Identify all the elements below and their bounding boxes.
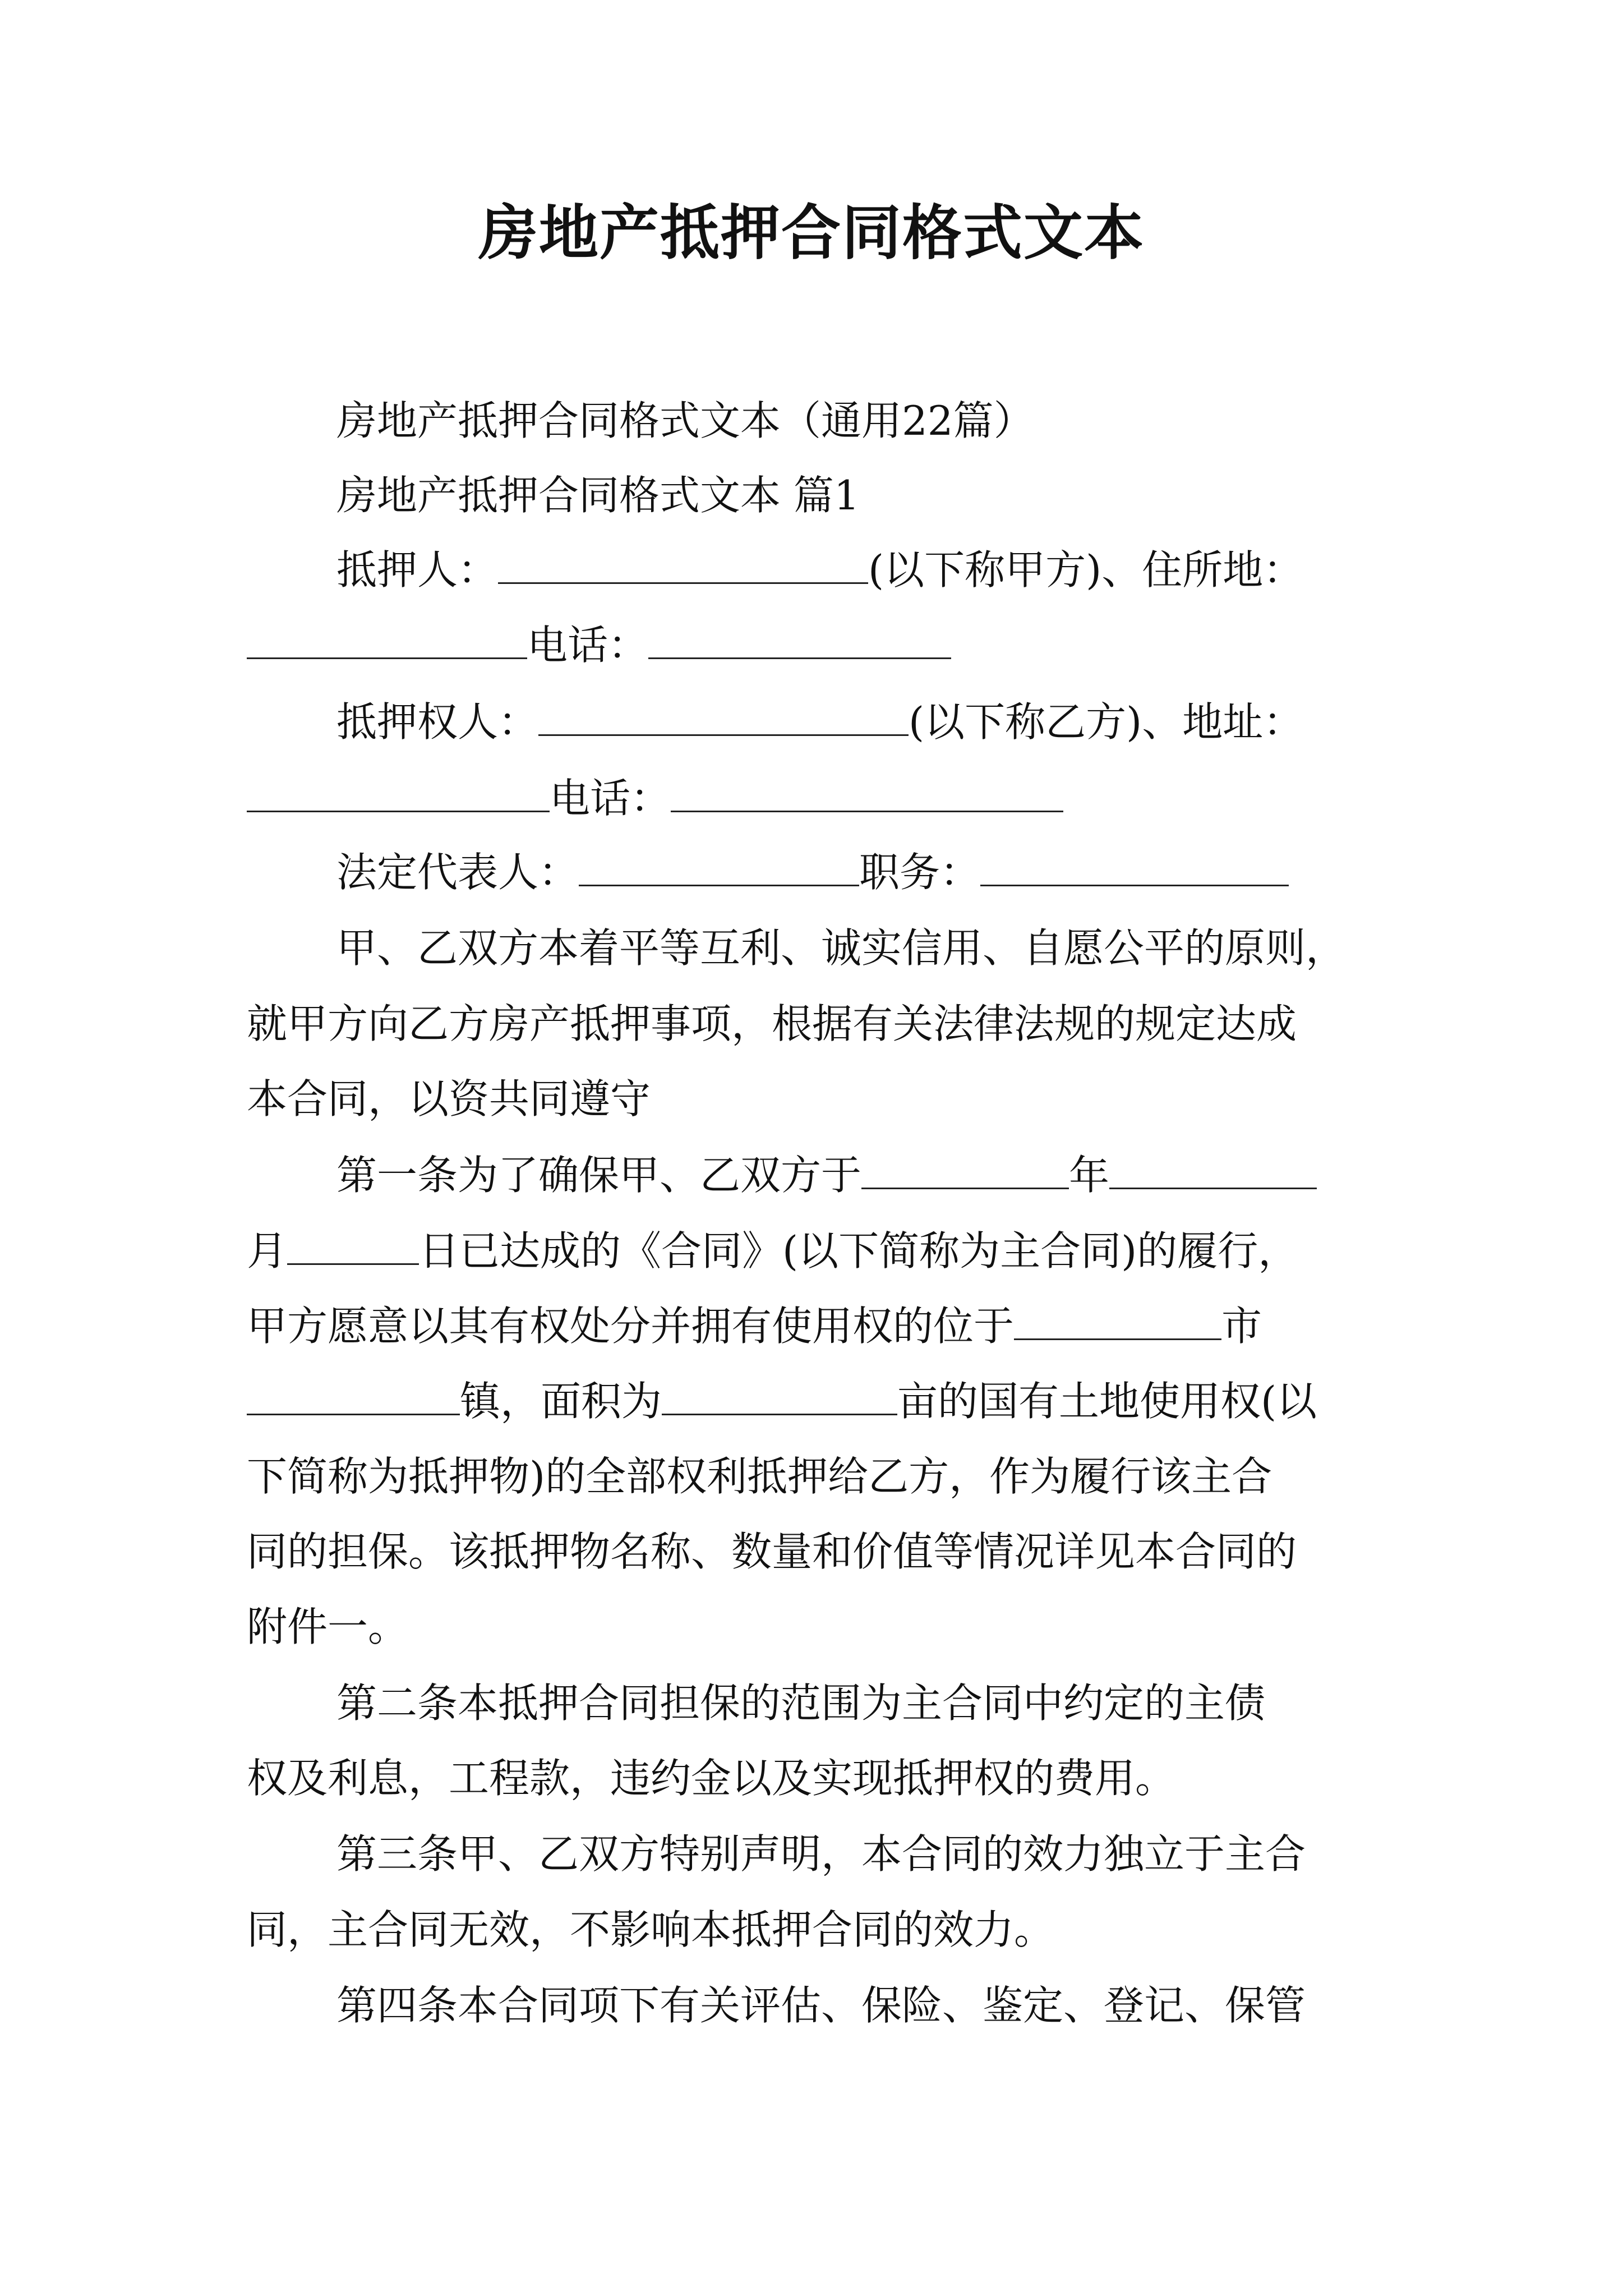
mortgagor-name-blank[interactable]	[498, 545, 868, 584]
mortgagor-phone-blank[interactable]	[648, 620, 951, 659]
mortgagor-suffix: (以下称甲方)、住所地：	[868, 546, 1304, 593]
mortgagor-line	[336, 542, 1623, 598]
phone-label-1: 电话：	[527, 622, 649, 669]
phone-label-2: 电话：	[550, 775, 671, 822]
para1-text-1: 甲、乙双方本着平等互利、诚实信用、自愿公平的原则，	[336, 924, 1347, 972]
article1-text-6: 同的担保。该抵押物名称、数量和价值等情况详见本合同的	[247, 1528, 1297, 1575]
mortgagee-line	[336, 694, 1623, 750]
article2-text-1: 第二条本抵押合同担保的范围为主合同中约定的主债	[336, 1680, 1266, 1727]
article1-text-5: 下简称为抵押物)的全部权利抵押给乙方，作为履行该主合	[247, 1453, 1272, 1500]
article1-text-4b: 亩的国有土地使用权(以	[897, 1378, 1317, 1425]
document-title: 房地产抵押合同格式文本	[478, 197, 1145, 268]
mortgagee-name-blank[interactable]	[538, 697, 909, 736]
article1-text-3b: 市	[1221, 1303, 1262, 1350]
position-label: 职务：	[859, 849, 981, 896]
article1-line2	[247, 1223, 1623, 1279]
para1-line3	[247, 1071, 1623, 1127]
day-blank[interactable]	[287, 1226, 419, 1265]
legal-rep-blank[interactable]	[579, 848, 859, 886]
article2-text-2: 权及利息，工程款，违约金以及实现抵押权的费用。	[247, 1755, 1176, 1802]
mortgagee-label: 抵押权人：	[336, 698, 539, 746]
section-heading	[336, 467, 1623, 523]
mortgagee-phone-blank[interactable]	[671, 774, 1063, 812]
article1-line6	[247, 1524, 1623, 1580]
mortgagee-address-blank[interactable]	[247, 774, 550, 812]
article2-line2	[247, 1750, 1623, 1806]
para1-text-3: 本合同，以资共同遵守	[247, 1075, 651, 1122]
article1-line4	[247, 1373, 1623, 1429]
section-heading-text: 房地产抵押合同格式文本 篇1	[336, 472, 860, 519]
mortgagee-suffix: (以下称乙方)、地址：	[909, 698, 1304, 746]
article1-text-2a: 月	[247, 1227, 288, 1274]
article3-line1	[336, 1826, 1623, 1882]
city-blank[interactable]	[1014, 1301, 1221, 1340]
article3-text-1: 第三条甲、乙双方特别声明，本合同的效力独立于主合	[336, 1830, 1306, 1878]
article1-text-1a: 第一条为了确保甲、乙双方于	[336, 1152, 862, 1199]
article1-text-2b: 日已达成的《合同》(以下简称为主合同)的履行，	[419, 1227, 1299, 1274]
area-blank[interactable]	[662, 1377, 897, 1415]
legal-rep-label: 法定代表人：	[336, 849, 579, 896]
month-value-blank[interactable]	[1109, 1151, 1317, 1189]
article1-line5	[247, 1448, 1623, 1504]
subtitle-text: 房地产抵押合同格式文本（通用22篇）	[336, 397, 1034, 444]
article4-line1	[336, 1977, 1623, 2033]
para1-line2	[247, 996, 1623, 1052]
article1-line3	[247, 1298, 1623, 1354]
legal-rep-line	[336, 844, 1623, 900]
position-blank[interactable]	[980, 848, 1289, 886]
article1-text-3a: 甲方愿意以其有权处分并拥有使用权的位于	[247, 1303, 1015, 1350]
mortgagor-address-blank[interactable]	[247, 620, 527, 659]
article1-text-1b: 年	[1069, 1152, 1110, 1199]
article3-text-2: 同，主合同无效，不影响本抵押合同的效力。	[247, 1906, 1055, 1953]
article1-text-4a: 镇，面积为	[460, 1378, 662, 1425]
article2-line1	[336, 1675, 1623, 1731]
article1-line1	[336, 1147, 1623, 1203]
para1-text-2: 就甲方向乙方房产抵押事项，根据有关法律法规的规定达成	[247, 1000, 1297, 1047]
town-blank[interactable]	[247, 1377, 460, 1415]
mortgagor-label: 抵押人：	[336, 546, 499, 593]
article1-line7	[247, 1599, 1623, 1655]
article4-text-1: 第四条本合同项下有关评估、保险、鉴定、登记、保管	[336, 1982, 1306, 2029]
year-blank[interactable]	[861, 1151, 1069, 1189]
article1-text-7: 附件一。	[247, 1603, 409, 1650]
mortgagor-address-line	[247, 617, 1623, 673]
subtitle	[336, 393, 1623, 449]
para1-line1	[336, 920, 1623, 976]
article3-line2	[247, 1902, 1623, 1958]
mortgagee-address-line	[247, 770, 1623, 826]
